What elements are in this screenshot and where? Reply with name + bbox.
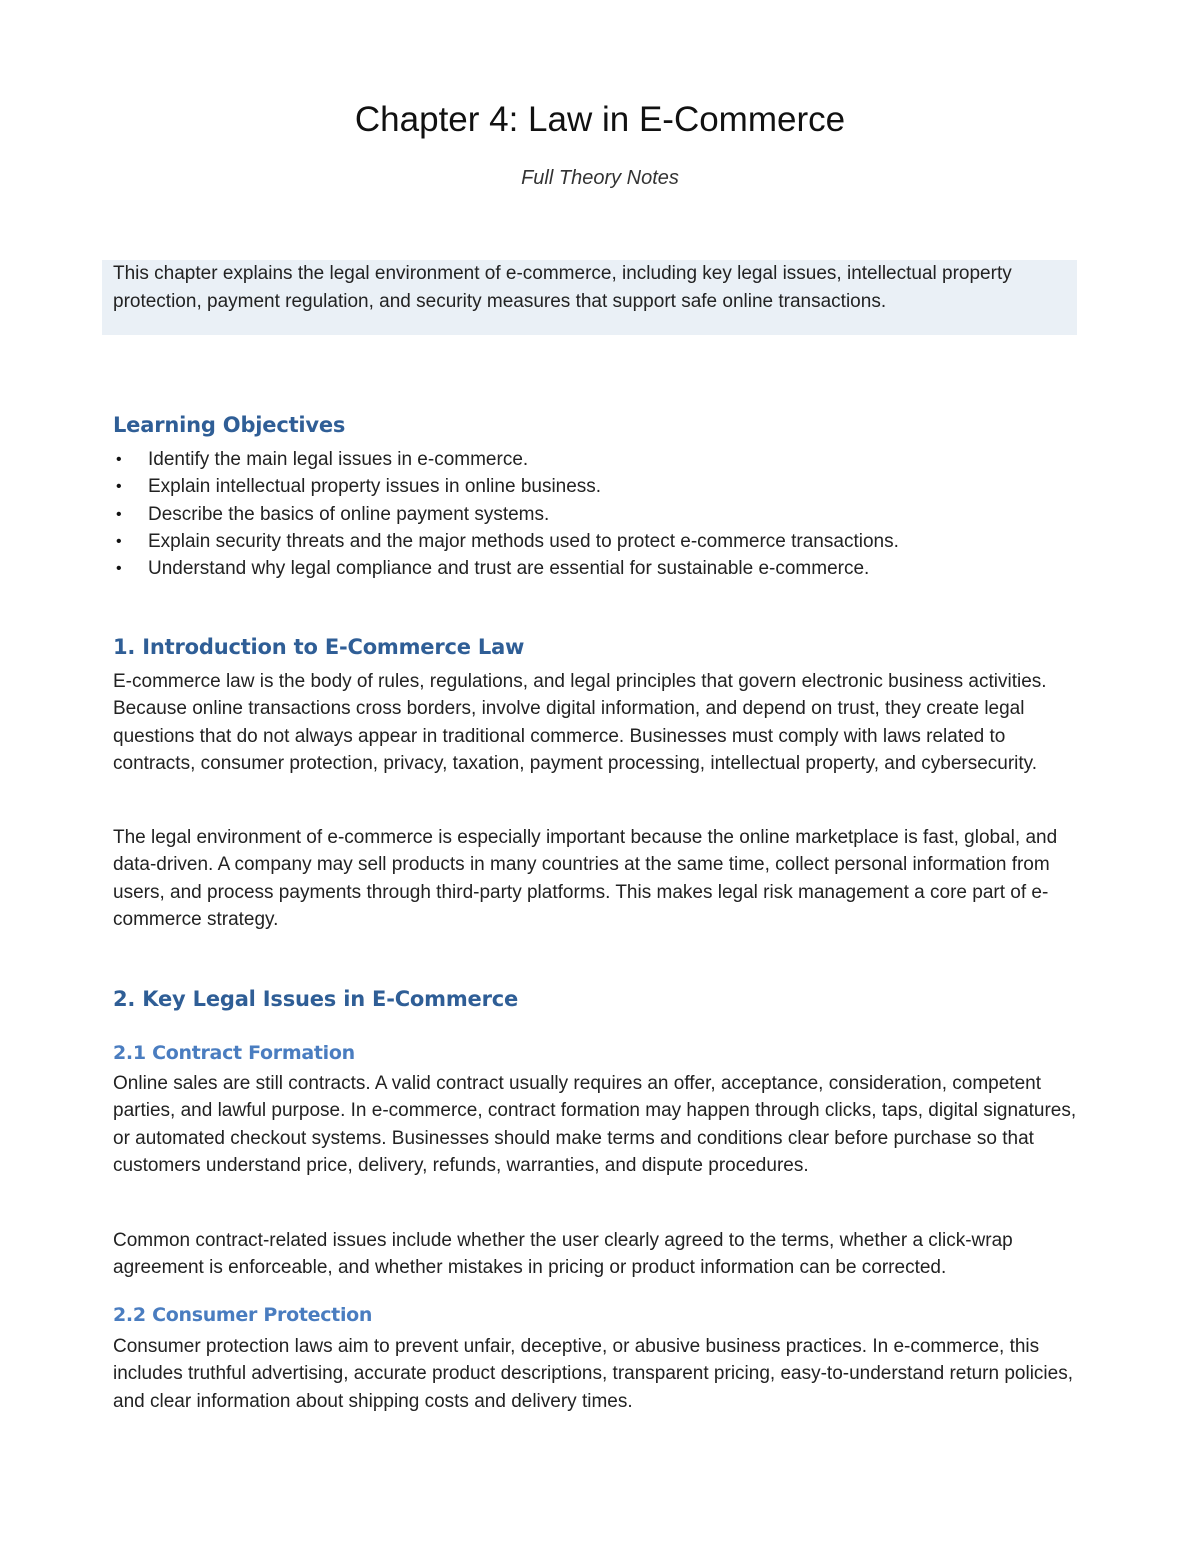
section2-heading: 2. Key Legal Issues in E-Commerce bbox=[113, 987, 519, 1011]
list-item: • Explain security threats and the major methods used to protect e-commerce transactions. bbox=[113, 528, 1073, 555]
section2-1-paragraph-1: Online sales are still contracts. A valid contract usually requires an offer, acceptance, consideration, competent parties, and lawful purpose. In e-commerce, contract formation may happen through clicks, taps, digital signatures, or automated checkout systems. Businesses should make terms and conditions clear before purchase so that customers understand price, delivery, refunds, warranties, and dispute procedures. bbox=[113, 1073, 1077, 1176]
list-item: • Explain intellectual property issues in online business. bbox=[113, 473, 1073, 500]
bullet-icon: • bbox=[116, 451, 122, 468]
section2-2-heading: 2.2 Consumer Protection bbox=[113, 1304, 373, 1326]
list-item: • Identify the main legal issues in e-commerce. bbox=[113, 446, 1073, 473]
document-subtitle: Full Theory Notes bbox=[521, 167, 679, 189]
document-title: Chapter 4: Law in E-Commerce bbox=[354, 100, 846, 139]
bullet-icon: • bbox=[116, 532, 122, 550]
bullet-icon: • bbox=[116, 478, 122, 496]
list-item: • Understand why legal compliance and trust are essential for sustainable e-commerce. bbox=[113, 555, 1073, 582]
intro-text: This chapter explains the legal environment of e-commerce, including key legal issues, intellectual property protection, payment regulation, and security measures that support safe online transactions. bbox=[113, 263, 1012, 312]
section2-1-heading: 2.1 Contract Formation bbox=[113, 1042, 355, 1064]
bullet-icon: • bbox=[116, 505, 122, 523]
section1-paragraph-2: The legal environment of e-commerce is especially important because the online marketplace is fast, global, and data-driven. A company may sell products in many countries at the same time, collect personal information from users, and process payments through third-party platforms. This makes legal risk management a core part of e-commerce strategy. bbox=[113, 827, 1058, 930]
section1-heading: 1. Introduction to E-Commerce Law bbox=[113, 635, 525, 659]
list-item: • Describe the basics of online payment systems. bbox=[113, 501, 1073, 528]
section1-paragraph-1: E-commerce law is the body of rules, regulations, and legal principles that govern electronic business activities. Because online transactions cross borders, involve digital information, and depend on trust, they create legal questions that do not always appear in traditional commerce. Businesses must comply with laws related to contracts, consumer protection, privacy, taxation, payment processing, intellectual property, and cybersecurity. bbox=[113, 671, 1047, 774]
bullet-icon: • bbox=[116, 560, 122, 578]
objectives-list bbox=[113, 446, 1073, 582]
intro-callout bbox=[102, 260, 1077, 335]
objectives-heading: Learning Objectives bbox=[113, 413, 346, 437]
section2-2-paragraph-1: Consumer protection laws aim to prevent unfair, deceptive, or abusive business practices. In e-commerce, this includes truthful advertising, accurate product descriptions, transparent pricing, easy-to-understand return policies, and clear information about shipping costs and delivery times. bbox=[113, 1336, 1074, 1412]
section2-1-paragraph-2: Common contract-related issues include whether the user clearly agreed to the terms, whether a click-wrap agreement is enforceable, and whether mistakes in pricing or product information can be corrected. bbox=[113, 1230, 1013, 1279]
